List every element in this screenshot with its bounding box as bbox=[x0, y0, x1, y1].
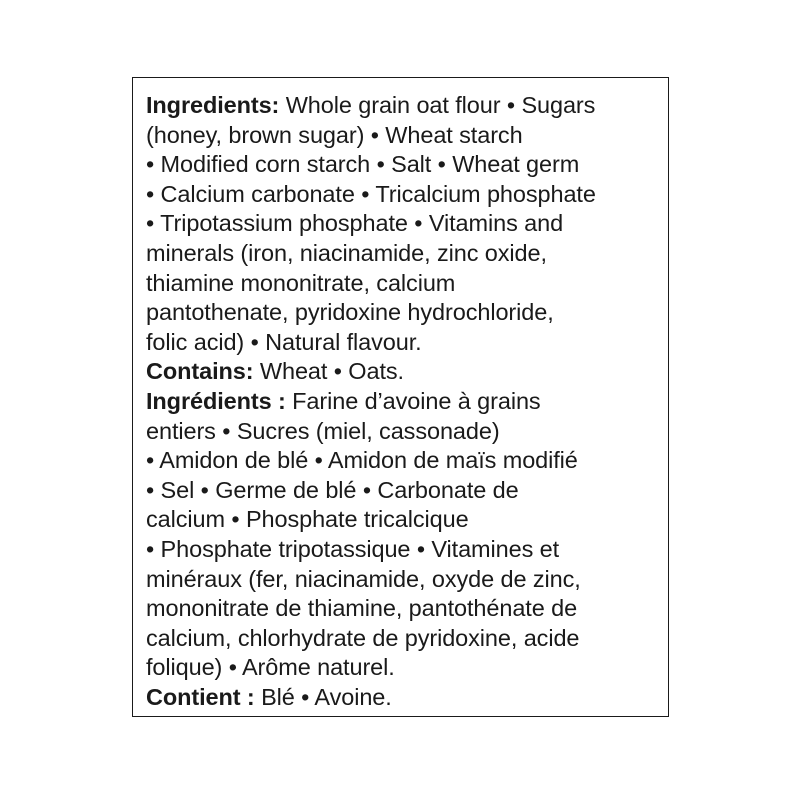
english-contains-label: Contains: bbox=[146, 358, 254, 385]
english-contains-line bbox=[146, 357, 661, 387]
french-ingredients-line-3: • Amidon de blé • Amidon de maïs modifié bbox=[146, 447, 578, 474]
english-ingredients-line-4: • Calcium carbonate • Tricalcium phosphate bbox=[146, 180, 596, 207]
french-ingredients-label: Ingrédients : bbox=[146, 387, 286, 414]
english-ingredients-line-2: (honey, brown sugar) • Wheat starch bbox=[146, 121, 523, 148]
french-ingredients-line-7: minéraux (fer, niacinamide, oxyde de zinc, bbox=[146, 565, 581, 592]
english-ingredients-text: Whole grain oat flour • Sugars bbox=[279, 92, 596, 118]
english-contains-text: Wheat • Oats. bbox=[253, 358, 404, 385]
french-contains-line bbox=[146, 683, 661, 713]
ingredients-text-block bbox=[146, 91, 661, 712]
english-ingredients-line-3: • Modified corn starch • Salt • Wheat germ bbox=[146, 151, 580, 178]
french-ingredients-line-10: folique) • Arôme naturel. bbox=[146, 654, 395, 681]
french-ingredients-line-5: calcium • Phosphate tricalcique bbox=[146, 506, 469, 533]
english-ingredients-line-5: • Tripotassium phosphate • Vitamins and bbox=[146, 210, 564, 237]
english-ingredients-line-1 bbox=[146, 91, 661, 121]
french-ingredients-line-4: • Sel • Germe de blé • Carbonate de bbox=[146, 476, 519, 503]
french-ingredients-text: Farine d’avoine à grains bbox=[285, 387, 541, 414]
french-ingredients-line-1 bbox=[146, 387, 661, 417]
english-ingredients-line-8: pantothenate, pyridoxine hydrochloride, bbox=[146, 299, 554, 326]
french-ingredients-line-2: entiers • Sucres (miel, cassonade) bbox=[146, 417, 500, 444]
french-ingredients-line-6: • Phosphate tripotassique • Vitamines et bbox=[146, 535, 560, 562]
english-ingredients-line-6: minerals (iron, niacinamide, zinc oxide, bbox=[146, 239, 547, 266]
french-ingredients-line-9: calcium, chlorhydrate de pyridoxine, acide bbox=[146, 624, 580, 651]
french-ingredients-line-8: mononitrate de thiamine, pantothénate de bbox=[146, 595, 578, 622]
english-ingredients-line-7: thiamine mononitrate, calcium bbox=[146, 269, 456, 296]
french-contains-text: Blé • Avoine. bbox=[254, 683, 392, 710]
english-ingredients-line-9: folic acid) • Natural flavour. bbox=[146, 328, 422, 355]
english-ingredients-label: Ingredients: bbox=[146, 92, 280, 118]
french-contains-label: Contient : bbox=[146, 683, 255, 710]
ingredients-panel bbox=[132, 77, 669, 717]
